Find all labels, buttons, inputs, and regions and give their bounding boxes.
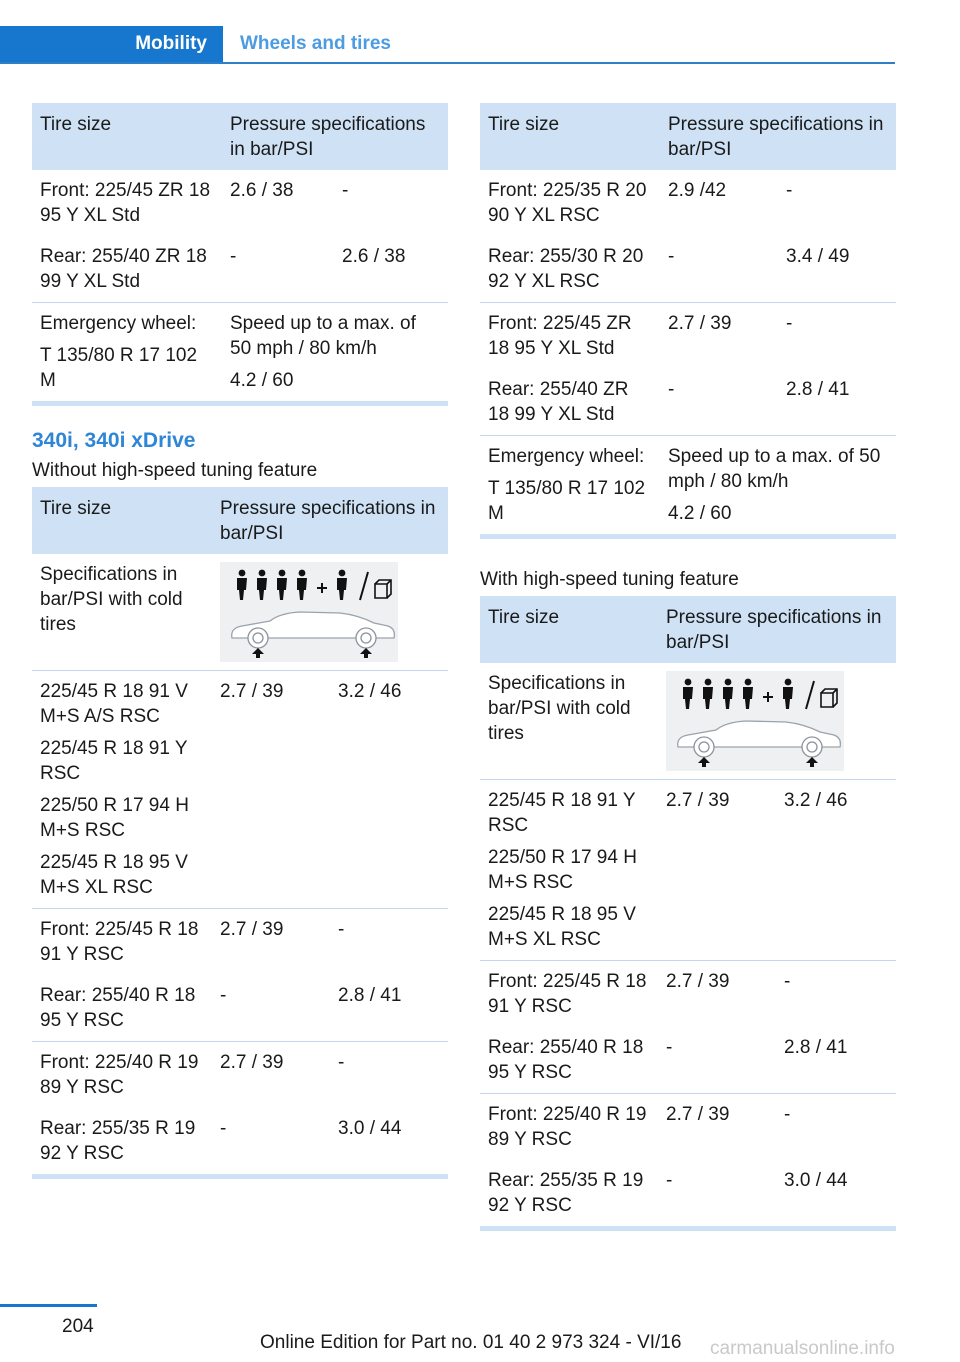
pressure-cell: 3.2 / 46 [330, 671, 448, 909]
pressure-cell: - [212, 975, 330, 1042]
tire-size-cell: Rear: 255/35 R 19 92 Y RSC [480, 1160, 658, 1229]
pressure-cell: 2.8 / 41 [776, 1027, 896, 1094]
col-header-tire-size: Tire size [480, 103, 660, 170]
watermark: carmanualsonline.info [710, 1338, 895, 1359]
emergency-pressure-cell [222, 303, 448, 404]
pressure-cell: - [660, 369, 778, 436]
emergency-label: Emergency wheel: [40, 313, 197, 334]
pressure-cell: - [658, 1160, 776, 1229]
pressure-cell: - [786, 180, 793, 201]
emergency-size: T 135/80 R 17 102 M [488, 478, 646, 524]
tire-size-list [480, 780, 658, 961]
emergency-pressure: 4.2 / 60 [230, 370, 294, 391]
emergency-wheel-cell [480, 436, 660, 537]
pressure-cell: - [660, 236, 778, 303]
pressure-cell: 2.6 / 38 [334, 236, 448, 303]
footer-rule [0, 1304, 97, 1307]
pressure-cell: 2.7 / 39 [220, 919, 284, 940]
pressure-cell: - [784, 971, 791, 992]
pressure-cell: 2.7 / 39 [666, 971, 730, 992]
tire-size-item: 225/50 R 17 94 H M+S RSC [488, 847, 637, 893]
pressure-cell: - [338, 1052, 345, 1073]
col-header-pressure: Pressure specifications in bar/PSI [212, 487, 448, 554]
cold-tires-label: Specifications in bar/PSI with cold tires [32, 554, 212, 671]
pressure-cell: 2.7 / 39 [220, 1052, 284, 1073]
pressure-cell: 2.7 / 39 [212, 671, 330, 909]
tire-size-cell: Front: 225/40 R 19 89 Y RSC [40, 1052, 199, 1098]
pressure-cell: 3.0 / 44 [776, 1160, 896, 1229]
pressure-cell: 2.7 / 39 [666, 1104, 730, 1125]
pressure-cell: - [212, 1108, 330, 1177]
tab-mobility[interactable]: Mobility [0, 26, 223, 62]
tire-size-item: 225/45 R 18 91 Y RSC [488, 790, 636, 836]
col-header-tire-size: Tire size [480, 596, 658, 663]
right-column [480, 103, 896, 1231]
tire-size-cell: Front: 225/45 R 18 91 Y RSC [488, 971, 647, 1017]
cold-tires-label: Specifications in bar/PSI with cold tires [480, 663, 658, 780]
tire-size-cell: Rear: 255/40 ZR 18 99 Y XL Std [480, 369, 660, 436]
tire-size-cell: Rear: 255/40 ZR 18 99 Y XL Std [32, 236, 222, 303]
pressure-cell: 3.2 / 46 [776, 780, 896, 961]
load-diagram-icon [666, 671, 844, 771]
pressure-cell: 2.8 / 41 [778, 369, 896, 436]
emergency-pressure-cell [660, 436, 896, 537]
tire-size-item: 225/50 R 17 94 H M+S RSC [40, 795, 189, 841]
tire-size-cell: Front: 225/40 R 19 89 Y RSC [488, 1104, 647, 1150]
emergency-wheel-cell [32, 303, 222, 404]
tire-size-cell: Front: 225/45 R 18 91 Y RSC [40, 919, 199, 965]
section-title: 340i, 340i xDrive [32, 429, 196, 452]
tire-size-cell: Rear: 255/35 R 19 92 Y RSC [32, 1108, 212, 1177]
tire-size-cell: Rear: 255/40 R 18 95 Y RSC [32, 975, 212, 1042]
tire-size-item: 225/45 R 18 91 V M+S A/S RSC [40, 681, 188, 727]
tire-size-cell: Front: 225/35 R 20 90 Y XL RSC [488, 180, 647, 226]
pressure-cell: 2.9 /42 [668, 180, 727, 201]
col-header-pressure: Pressure specifications in bar/PSI [658, 596, 896, 663]
emergency-speed: Speed up to a max. of 50 mph / 80 km/h [668, 446, 881, 492]
left-main-table [32, 487, 448, 1179]
load-diagram-icon [220, 562, 398, 662]
section-subtitle: With high-speed tuning feature [480, 569, 739, 590]
pressure-cell: 2.6 / 38 [230, 180, 294, 201]
col-header-pressure: Pressure specifications in bar/PSI [660, 103, 896, 170]
section-subtitle: Without high-speed tuning feature [32, 460, 318, 481]
pressure-cell: 3.4 / 49 [778, 236, 896, 303]
pressure-cell: 2.8 / 41 [330, 975, 448, 1042]
right-top-table [480, 103, 896, 539]
tire-size-list [32, 671, 212, 909]
tire-size-cell: Rear: 255/40 R 18 95 Y RSC [480, 1027, 658, 1094]
emergency-label: Emergency wheel: [488, 446, 645, 467]
tire-size-cell: Front: 225/45 ZR 18 95 Y XL Std [488, 313, 632, 359]
emergency-speed: Speed up to a max. of 50 mph / 80 km/h [230, 313, 416, 359]
left-top-table [32, 103, 448, 406]
right-main-table [480, 596, 896, 1231]
tab-wheels-and-tires[interactable]: Wheels and tires [240, 33, 391, 54]
tire-size-item: 225/45 R 18 95 V M+S XL RSC [488, 904, 636, 950]
left-column [32, 103, 448, 1179]
header-bar [0, 26, 895, 64]
pressure-cell: - [786, 313, 793, 334]
emergency-size: T 135/80 R 17 102 M [40, 345, 198, 391]
pressure-cell: 2.7 / 39 [658, 780, 776, 961]
tire-size-item: 225/45 R 18 95 V M+S XL RSC [40, 852, 188, 898]
pressure-cell: 2.7 / 39 [668, 313, 732, 334]
pressure-cell: 3.0 / 44 [330, 1108, 448, 1177]
col-header-pressure: Pressure specifications in bar/PSI [222, 103, 448, 170]
edition-text: Online Edition for Part no. 01 40 2 973 324 - VI/16 [260, 1332, 682, 1353]
emergency-pressure: 4.2 / 60 [668, 503, 732, 524]
col-header-tire-size: Tire size [32, 103, 222, 170]
pressure-cell: - [658, 1027, 776, 1094]
pressure-cell: - [222, 236, 334, 303]
page-number: 204 [62, 1316, 94, 1337]
tire-size-cell: Front: 225/45 ZR 18 95 Y XL Std [40, 180, 211, 226]
col-header-tire-size: Tire size [32, 487, 212, 554]
pressure-cell: - [784, 1104, 791, 1125]
pressure-cell: - [338, 919, 345, 940]
tire-size-item: 225/45 R 18 91 Y RSC [40, 738, 188, 784]
pressure-cell: - [342, 180, 349, 201]
tire-size-cell: Rear: 255/30 R 20 92 Y XL RSC [480, 236, 660, 303]
